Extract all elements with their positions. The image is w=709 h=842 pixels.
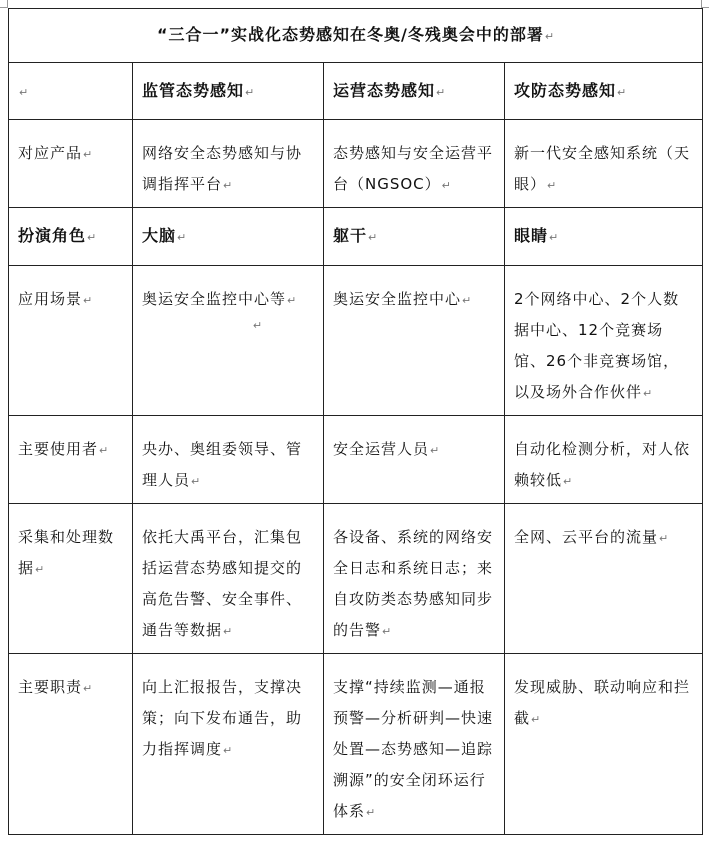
cell-text: 2个网络中心、2个人数据中心、12个竞赛场馆、26个非竞赛场馆，以及场外合作伙伴 [514,290,680,401]
table-row [9,416,703,504]
cell-text: 支撑“持续监测—通报预警—分析研判—快速处置—态势感知—追踪溯源”的安全闭环运行体系 [333,678,494,820]
header-cell [133,63,324,120]
paragraph-mark: ↵ [177,231,187,244]
table-cell [505,654,703,835]
paragraph-mark: ↵ [191,475,201,488]
paragraph-mark: ↵ [99,444,109,457]
cell-text: 自动化检测分析，对人依赖较低 [514,440,691,489]
paragraph-mark: ↵ [547,179,557,192]
row-label-cell [9,504,133,654]
table-cell [133,120,324,208]
paragraph-mark: ↵ [83,294,93,307]
paragraph-mark: ↵ [531,713,541,726]
column-header: 运营态势感知 [333,80,436,100]
cell-text: 向上汇报报告，支撑决策；向下发布通告，助力指挥调度 [142,678,303,758]
table-cell [324,120,505,208]
paragraph-mark: ↵ [87,231,97,244]
page-corner-mark [0,0,8,8]
table-cell [505,416,703,504]
row-label: 扮演角色 [18,226,87,245]
table-cell [324,416,505,504]
row-label-cell [9,654,133,835]
cell-text: 新一代安全感知系统（天眼） [514,144,691,193]
table-title-row [9,9,703,63]
row-label: 应用场景 [18,290,83,308]
paragraph-mark: ↵ [245,85,255,99]
table-cell [505,120,703,208]
table-title-cell [9,9,703,63]
paragraph-mark: ↵ [563,475,573,488]
cell-text: 全网、云平台的流量 [514,528,659,546]
paragraph-mark: ↵ [83,148,93,161]
cell-text: 躯干 [333,226,368,245]
table-cell [505,266,703,416]
table-cell [133,416,324,504]
paragraph-mark: ↵ [436,85,446,99]
cell-text: 各设备、系统的网络安全日志和系统日志；来自攻防类态势感知同步的告警 [333,528,494,639]
cell-text: 安全运营人员 [333,440,430,458]
table-row [9,208,703,266]
table-cell [324,266,505,416]
paragraph-mark: ↵ [643,387,653,400]
table-cell [505,208,703,266]
table-cell [133,504,324,654]
page-corner-mark [701,0,709,8]
cell-text: 央办、奥组委领导、管理人员 [142,440,303,489]
table-cell [505,504,703,654]
column-header: 攻防态势感知 [514,80,617,100]
header-empty-cell [9,63,133,120]
paragraph-mark: ↵ [544,30,555,43]
table-cell [324,654,505,835]
cell-text: 网络安全态势感知与协调指挥平台 [142,144,303,193]
paragraph-mark: ↵ [430,444,440,457]
row-label: 主要使用者 [18,440,99,458]
cell-text: 发现威胁、联动响应和拦截 [514,678,691,727]
row-label-cell [9,416,133,504]
table-cell [133,266,324,416]
paragraph-mark: ↵ [35,563,45,576]
row-label: 主要职责 [18,678,83,696]
paragraph-mark: ↵ [366,806,376,819]
row-label-cell [9,120,133,208]
table-row [9,654,703,835]
table-cell [133,208,324,266]
table-cell [133,654,324,835]
paragraph-mark: ↵ [223,179,233,192]
paragraph-mark: ↵ [368,231,378,244]
paragraph-mark: ↵ [462,294,472,307]
header-cell [324,63,505,120]
cell-text: 依托大禹平台，汇集包括运营态势感知提交的高危告警、安全事件、通告等数据 [142,528,303,639]
cell-text: 眼睛 [514,226,549,245]
table-title: “三合一”实战化态势感知在冬奥/冬残奥会中的部署 [156,25,544,44]
row-label: 采集和处理数据 [18,528,115,577]
paragraph-mark: ↵ [617,85,627,99]
row-label: 对应产品 [18,144,83,162]
table-header-row [9,63,703,120]
table-cell [324,208,505,266]
paragraph-mark: ↵ [549,231,559,244]
paragraph-mark: ↵ [441,179,451,192]
cell-text: 大脑 [142,226,177,245]
row-label-cell [9,208,133,266]
header-cell [505,63,703,120]
paragraph-mark: ↵ [19,85,29,99]
paragraph-mark: ↵ [287,294,297,307]
column-header: 监管态势感知 [142,80,245,100]
cell-text: 奥运安全监控中心 [333,290,462,308]
row-label-cell [9,266,133,416]
cell-text: 态势感知与安全运营平台（NGSOC） [333,144,494,193]
paragraph-mark: ↵ [223,625,233,638]
paragraph-mark: ↵ [223,744,233,757]
paragraph-mark: ↵ [659,532,669,545]
table-row [9,504,703,654]
paragraph-mark: ↵ [83,682,93,695]
deployment-table [8,8,703,835]
paragraph-mark: ↵ [382,625,392,638]
table-row [9,120,703,208]
paragraph-mark: ↵ [252,319,264,332]
table-cell [324,504,505,654]
cell-text: 奥运安全监控中心等 [142,290,287,308]
table-row [9,266,703,416]
